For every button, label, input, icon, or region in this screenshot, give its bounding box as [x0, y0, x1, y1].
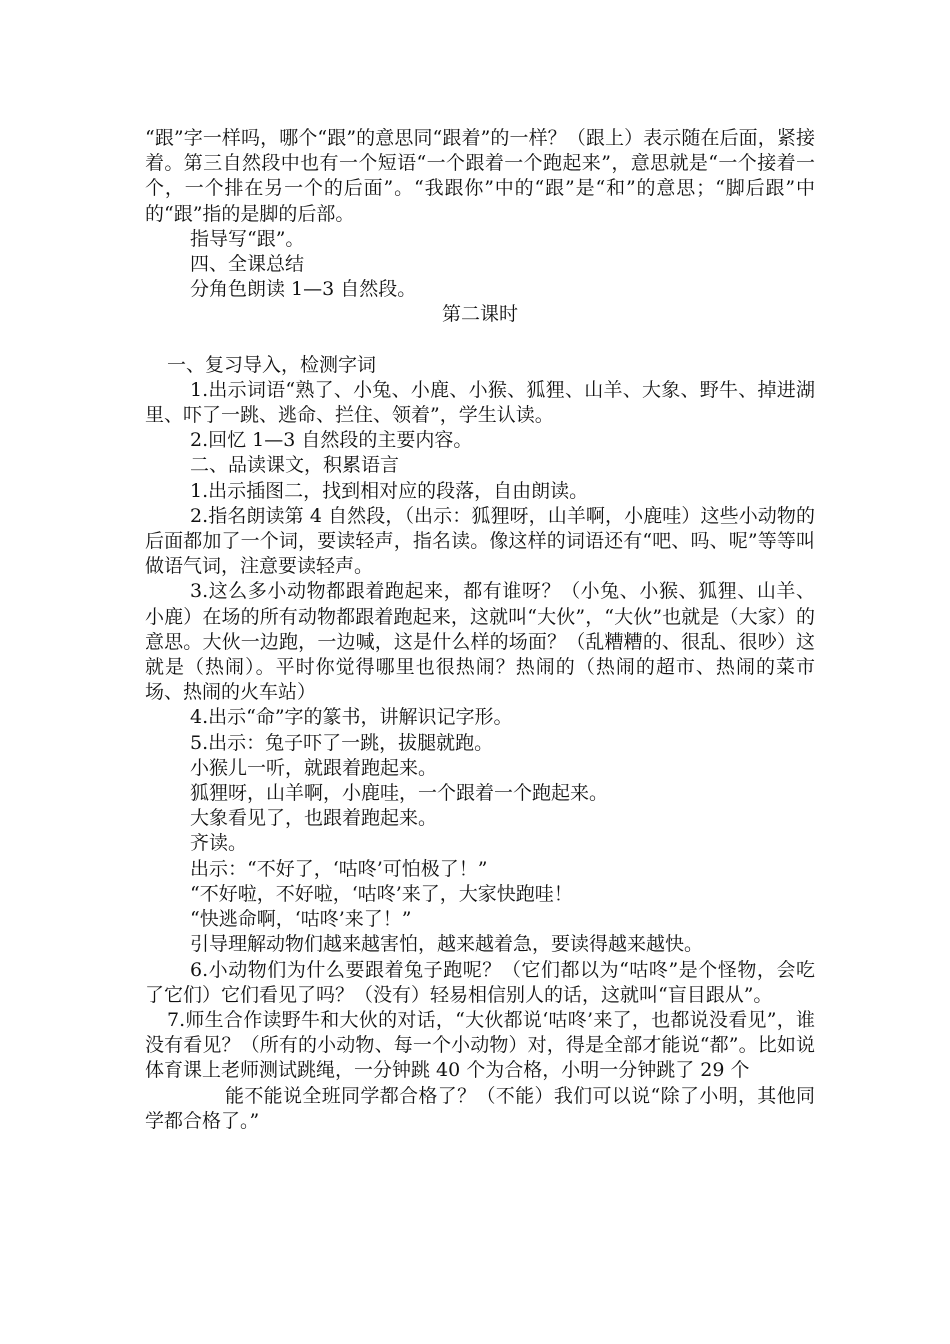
lesson-title: 第二课时: [441, 303, 518, 326]
paragraph-show-quote: 出示：“不好了，‘咕咚’可怕极了！”: [190, 857, 488, 880]
paragraph-step-5: 5.出示：兔子吓了一跳，拔腿就跑。: [190, 731, 494, 754]
paragraph-quote-escape: “快逃命啊，‘咕咚’来了！”: [190, 908, 412, 931]
section-heading-review: 一、复习导入，检测字词: [167, 353, 377, 376]
paragraph-item-1: 1.出示词语“熟了、小兔、小鹿、小猴、狐狸、山羊、大象、野牛、掉进湖里、吓了一跳、逃命、拦住、领着”，学生认读。: [145, 378, 815, 427]
section-heading-reading: 二、品读课文，积累语言: [190, 454, 400, 477]
paragraph-step-1: 1.出示插图二，找到相对应的段落，自由朗读。: [190, 479, 589, 502]
paragraph-item-2: 2.回忆 1—3 自然段的主要内容。: [190, 429, 473, 452]
paragraph-step-4: 4.出示“命”字的篆书，讲解识记字形。: [190, 706, 513, 729]
paragraph-quote-monkey: 小猴儿一听，就跟着跑起来。: [190, 756, 438, 779]
paragraph-step-3: 3.这么多小动物都跟着跑起来，都有谁呀？（小兔、小猴、狐狸、山羊、小鹿）在场的所有动物都跟着跑起来，这就叫“大伙”，“大伙”也就是（大家）的意思。大伙一边跑，一边喊，这是什么样的场面？（乱糟糟的、很乱、很吵）这就是（热闹）。平时你觉得哪里也很热闹？热闹的（热闹的超市、热闹的菜市场、热闹的火车站）: [145, 580, 815, 704]
paragraph-quote-elephant: 大象看见了，也跟着跑起来。: [190, 807, 438, 830]
spacer: [145, 328, 815, 353]
document-page: [145, 126, 815, 1134]
paragraph-step-2: 2.指名朗读第 4 自然段，（出示：狐狸呀，山羊啊，小鹿哇）这些小动物的后面都加了一个词，要读轻声，指名读。像这样的词语还有“吧、吗、呢”等等叫做语气词，注意要读轻声。: [145, 504, 815, 578]
paragraph-intro: “跟”字一样吗，哪个“跟”的意思同“跟着”的一样？（跟上）表示随在后面，紧接着。第三自然段中也有一个短语“一个跟着一个跑起来”，意思就是“一个接着一个，一个排在另一个的后面”。“我跟你”中的“跟”是“和”的意思；“脚后跟”中的“跟”指的是脚的后部。: [145, 127, 815, 225]
paragraph-read-together: 齐读。: [190, 832, 248, 855]
paragraph-guide: 引导理解动物们越来越害怕，越来越着急，要读得越来越快。: [190, 933, 704, 956]
paragraph-role-reading: 分角色朗读 1—3 自然段。: [190, 278, 417, 301]
paragraph-quote-fox: 狐狸呀，山羊啊，小鹿哇，一个跟着一个跑起来。: [190, 782, 609, 805]
paragraph-step-7: 7.师生合作读野牛和大伙的对话，“大伙都说‘咕咚’来了，也都说没看见”，谁没有看见？（所有的小动物、每一个小动物）对，得是全部才能说“都”。比如说体育课上老师测试跳绳，一分钟跳 40 个为合格，小明一分钟跳了 29 个: [145, 1008, 815, 1082]
paragraph-conclusion: 能不能说全班同学都合格了？（不能）我们可以说“除了小明，其他同学都合格了。”: [145, 1084, 815, 1132]
paragraph-step-6: 6.小动物们为什么要跟着兔子跑呢？（它们都以为“咕咚”是个怪物，会吃了它们）它们看见了吗？（没有）轻易相信别人的话，这就叫“盲目跟从”。: [145, 958, 815, 1006]
paragraph-quote-run: “不好啦，不好啦，‘咕咚’来了，大家快跑哇！: [190, 882, 573, 905]
paragraph-write-gen: 指导写“跟”。: [190, 227, 305, 250]
section-heading-summary: 四、全课总结: [190, 253, 305, 276]
